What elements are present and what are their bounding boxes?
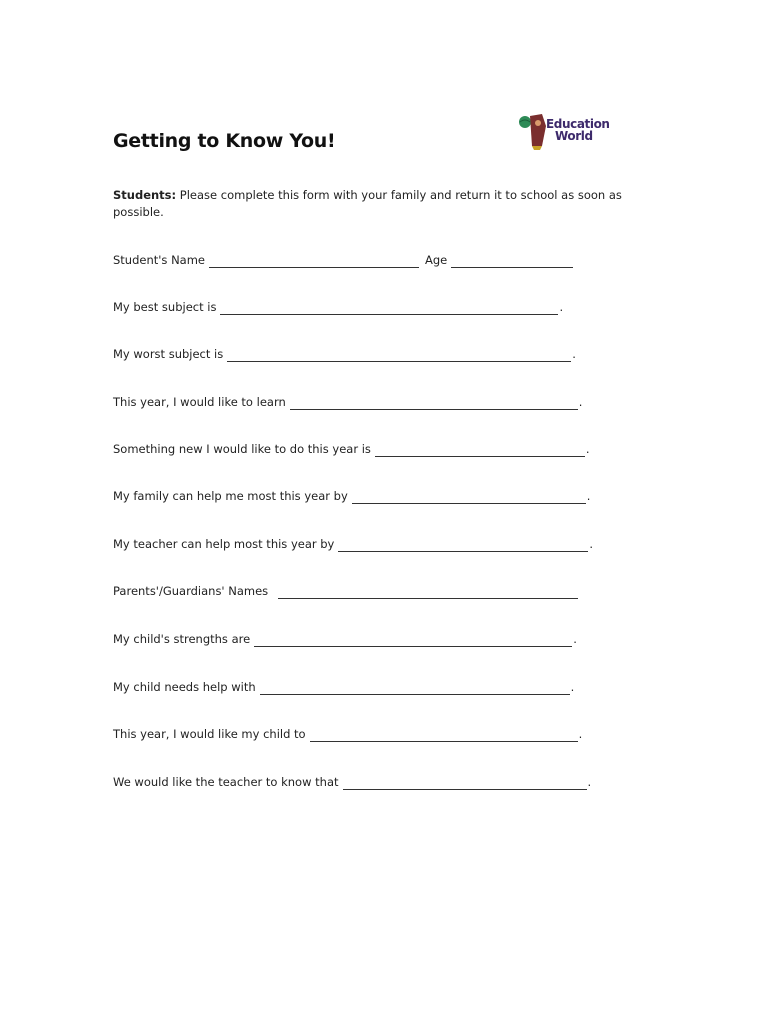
parents-names-label: Parents'/Guardians' Names: [113, 584, 269, 598]
teacher-help-blank[interactable]: [338, 539, 588, 552]
parents-names-row: [113, 583, 578, 599]
instructions-text: Please complete this form with your family and return it to school as soon as possible.: [113, 188, 622, 219]
something-new-row: [113, 441, 590, 457]
instructions-paragraph: [113, 187, 643, 221]
student-name-label: Student's Name: [113, 253, 206, 267]
teacher-know-blank[interactable]: [343, 777, 587, 790]
child-goal-row: [113, 726, 582, 742]
period: .: [572, 347, 576, 361]
page-title: Getting to Know You!: [113, 130, 336, 152]
age-blank[interactable]: [451, 255, 573, 268]
logo-wordmark: [546, 118, 610, 142]
family-help-label: My family can help me most this year by: [113, 489, 348, 503]
student-name-blank[interactable]: [209, 255, 419, 268]
child-strengths-row: [113, 631, 577, 647]
period: .: [570, 680, 575, 694]
period: .: [578, 727, 583, 741]
worst-subject-blank[interactable]: [227, 349, 571, 362]
child-strengths-blank[interactable]: [254, 634, 572, 647]
period: .: [587, 775, 592, 789]
family-help-blank[interactable]: [352, 491, 586, 504]
teacher-help-row: [113, 536, 593, 552]
teacher-know-row: [113, 774, 591, 790]
logo-line-education: Education: [546, 117, 610, 131]
child-needs-row: [113, 679, 574, 695]
worst-subject-row: [113, 346, 576, 362]
period: .: [578, 395, 583, 409]
teacher-know-label: We would like the teacher to know that: [113, 775, 339, 789]
best-subject-label: My best subject is: [113, 300, 217, 314]
period: .: [586, 489, 591, 503]
learn-blank[interactable]: [290, 397, 578, 410]
period: .: [589, 537, 594, 551]
child-goal-blank[interactable]: [310, 729, 578, 742]
teacher-help-label: My teacher can help most this year by: [113, 537, 335, 551]
something-new-blank[interactable]: [375, 444, 585, 457]
logo-line-world: World: [555, 129, 593, 143]
student-name-row: [113, 252, 573, 268]
family-help-row: [113, 488, 590, 504]
child-needs-label: My child needs help with: [113, 680, 256, 694]
child-strengths-label: My child's strengths are: [113, 632, 251, 646]
learn-label: This year, I would like to learn: [113, 395, 286, 409]
period: .: [573, 632, 577, 646]
learn-row: [113, 394, 582, 410]
pencil-globe-icon: [516, 110, 550, 152]
best-subject-blank[interactable]: [220, 302, 558, 315]
period: .: [585, 442, 590, 456]
worst-subject-label: My worst subject is: [113, 347, 224, 361]
something-new-label: Something new I would like to do this year is: [113, 442, 371, 456]
parents-names-blank[interactable]: [278, 586, 578, 599]
best-subject-row: [113, 299, 563, 315]
period: .: [559, 300, 564, 314]
age-label: Age: [425, 253, 448, 267]
instructions-label: Students:: [113, 188, 177, 202]
child-goal-label: This year, I would like my child to: [113, 727, 306, 741]
education-world-logo: [516, 110, 616, 152]
child-needs-blank[interactable]: [260, 682, 570, 695]
